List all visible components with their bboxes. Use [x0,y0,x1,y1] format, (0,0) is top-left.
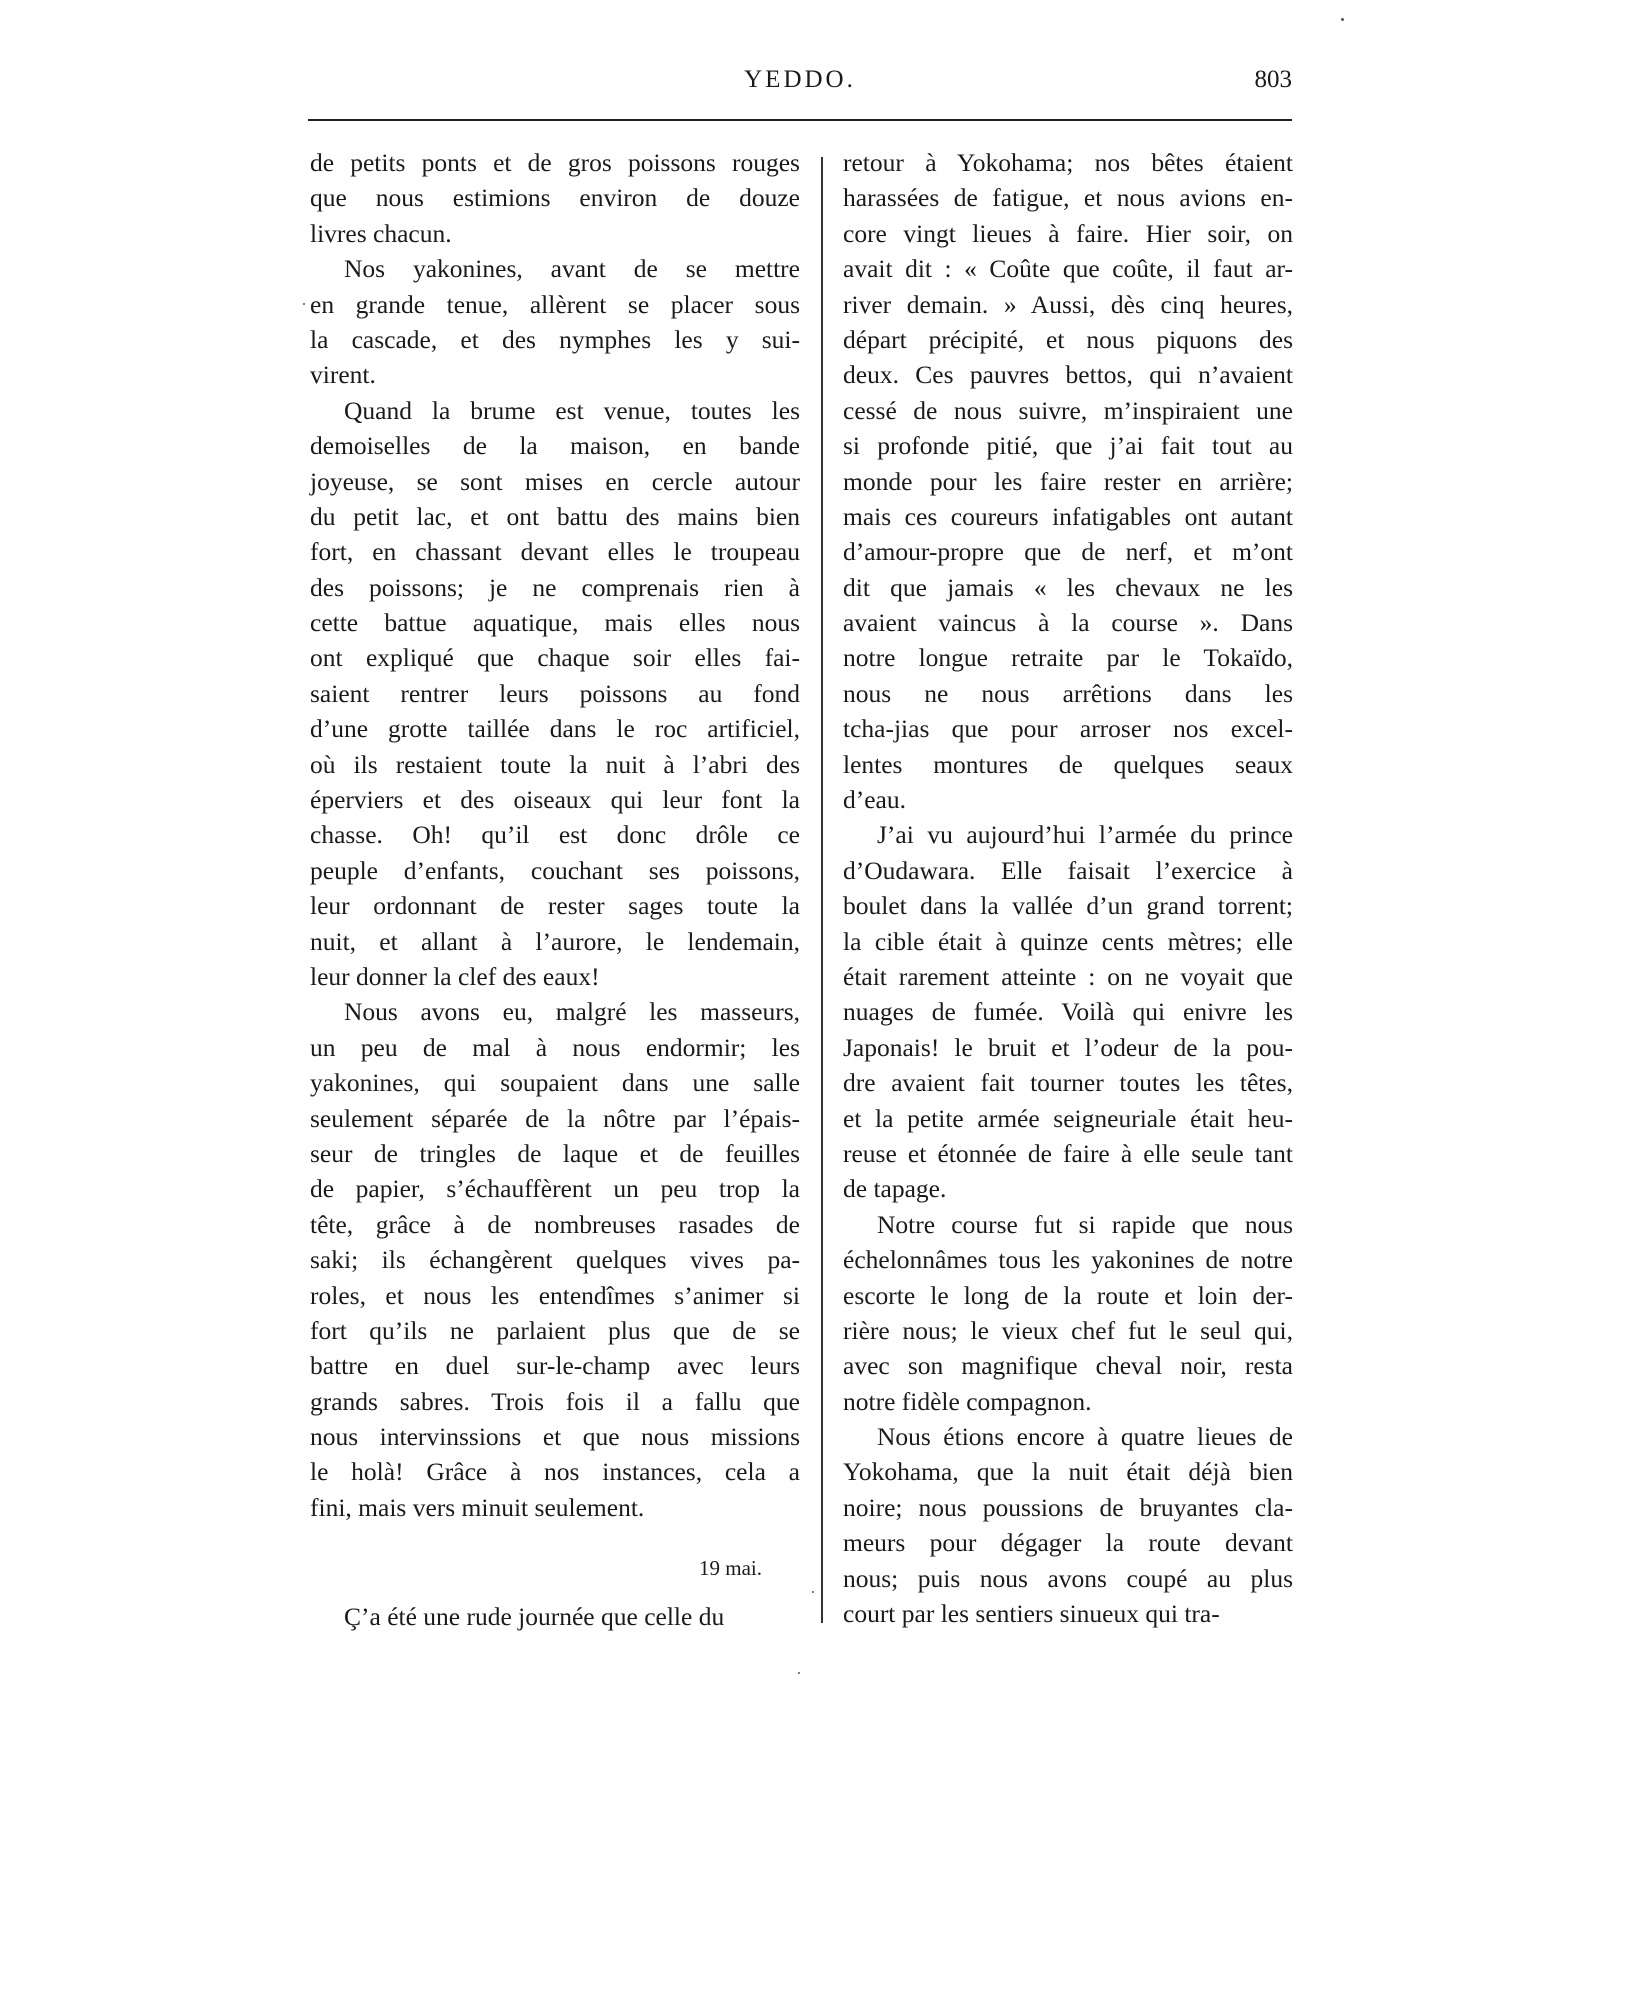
text-line: nuages de fumée. Voilà qui enivre les [843,997,1293,1027]
text-line: d’eau. [843,785,907,815]
text-line: un peu de mal à nous endormir; les [310,1032,800,1062]
paragraph [843,1207,1293,1419]
paragraph [843,817,1293,1206]
text-line: noire; nous poussions de bruyantes cla- [843,1492,1293,1522]
text-line: nous intervinssions et que nous missions [310,1422,800,1452]
text-line: Quand la brume est venue, toutes les [344,395,800,425]
text-line: Ç’a été une rude journée que celle du [344,1602,725,1632]
text-line: notre longue retraite par le Tokaïdo, [843,643,1293,673]
text-line: Notre course fut si rapide que nous [877,1209,1293,1239]
text-line: d’une grotte taillée dans le roc artificiel, [310,714,800,744]
text-line: tête, grâce à de nombreuses rasades de [310,1209,800,1239]
text-line: Japonais! le bruit et l’odeur de la pou- [843,1032,1293,1062]
scan-speck [798,1672,800,1674]
text-line: roles, et nous les entendîmes s’animer si [310,1280,800,1310]
text-line: avait dit : « Coûte que coûte, il faut ar- [843,254,1293,284]
text-line: leur donner la clef des eaux! [310,961,600,991]
text-line: saki; ils échangèrent quelques vives pa- [310,1245,800,1275]
text-line: que nous estimions environ de douze [310,183,800,213]
text-line: la cible était à quinze cents mètres; elle [843,926,1293,956]
text-line: saient rentrer leurs poissons au fond [310,678,800,708]
scan-speck [303,303,305,305]
text-line: nous ne nous arrêtions dans les [843,678,1293,708]
text-line: meurs pour dégager la route devant [843,1528,1293,1558]
text-line: cessé de nous suivre, m’inspiraient une [843,395,1293,425]
running-title: YEDDO. [744,66,856,93]
text-line: éperviers et des oiseaux qui leur font la [310,785,800,815]
column-divider [821,157,823,1623]
text-line: dit que jamais « les chevaux ne les [843,572,1293,602]
paragraph [843,1419,1293,1631]
text-line: Yokohama, que la nuit était déjà bien [843,1457,1293,1487]
text-line: où ils restaient toute la nuit à l’abri des [310,749,800,779]
text-line: boulet dans la vallée d’un grand torrent; [843,891,1293,921]
text-line: d’Oudawara. Elle faisait l’exercice à [843,855,1293,885]
text-line: court par les sentiers sinueux qui tra- [843,1599,1220,1629]
text-line: des poissons; je ne comprenais rien à [310,572,800,602]
paragraph [310,1599,800,1634]
paragraph [843,145,1293,817]
text-line: battre en duel sur-le-champ avec leurs [310,1351,800,1381]
text-line: demoiselles de la maison, en bande [310,431,800,461]
paragraph [310,393,800,995]
text-line: fini, mais vers minuit seulement. [310,1492,645,1522]
text-line: mais ces coureurs infatigables ont autant [843,501,1293,531]
text-line: du petit lac, et ont battu des mains bien [310,501,800,531]
text-line: Nous étions encore à quatre lieues de [877,1422,1293,1452]
text-line: de petits ponts et de gros poissons rouges [310,148,800,177]
text-line: et la petite armée seigneuriale était heu- [843,1103,1293,1133]
text-line: yakonines, qui soupaient dans une salle [310,1068,800,1098]
text-line: de tapage. [843,1174,947,1204]
text-line: ont expliqué que chaque soir elles fai- [310,643,800,673]
text-line: dre avaient fait tourner toutes les têtes, [843,1068,1293,1098]
right-column [843,145,1293,1631]
text-line: nuit, et allant à l’aurore, le lendemain, [310,926,800,956]
text-line: en grande tenue, allèrent se placer sous [310,289,800,319]
text-line: chasse. Oh! qu’il est donc drôle ce [310,820,800,850]
text-line: retour à Yokohama; nos bêtes étaient [843,148,1293,177]
text-line: le holà! Grâce à nos instances, cela a [310,1457,800,1487]
text-line: river demain. » Aussi, dès cinq heures, [843,289,1293,319]
page-number: 803 [1254,66,1292,93]
text-line: deux. Ces pauvres bettos, qui n’avaient [843,360,1293,390]
text-line: joyeuse, se sont mises en cercle autour [310,466,800,496]
text-line: la cascade, et des nymphes les y sui- [310,324,800,354]
scan-speck [1341,18,1344,21]
paragraph [310,251,800,393]
text-line: notre fidèle compagnon. [843,1386,1092,1416]
paragraph [310,145,800,251]
text-line: harassées de fatigue, et nous avions en- [843,183,1293,213]
text-line: fort, en chassant devant elles le troupeau [310,537,800,567]
text-line: Nos yakonines, avant de se mettre [344,254,800,284]
text-line: escorte le long de la route et loin der- [843,1280,1293,1310]
text-line: J’ai vu aujourd’hui l’armée du prince [877,820,1293,850]
text-line: échelonnâmes tous les yakonines de notre [843,1245,1293,1275]
text-line: était rarement atteinte : on ne voyait que [843,961,1293,991]
text-line: nous; puis nous avons coupé au plus [843,1563,1293,1593]
text-line: départ précipité, et nous piquons des [843,324,1293,354]
text-line: monde pour les faire rester en arrière; [843,466,1293,496]
text-line: Nous avons eu, malgré les masseurs, [344,997,800,1027]
text-line: virent. [310,360,376,390]
text-line: tcha-jias que pour arroser nos excel- [843,714,1293,744]
text-line: seulement séparée de la nôtre par l’épais- [310,1103,800,1133]
text-line: seur de tringles de laque et de feuilles [310,1138,800,1168]
text-line: leur ordonnant de rester sages toute la [310,891,800,921]
text-line: fort qu’ils ne parlaient plus que de se [310,1315,800,1345]
scan-speck [812,1591,814,1593]
text-line: lentes montures de quelques seaux [843,749,1293,779]
text-line: reuse et étonnée de faire à elle seule tant [843,1138,1293,1168]
text-line: rière nous; le vieux chef fut le seul qui, [843,1315,1293,1345]
text-line: avaient vaincus à la course ». Dans [843,608,1293,638]
text-line: core vingt lieues à faire. Hier soir, on [843,218,1293,248]
text-line: peuple d’enfants, couchant ses poissons, [310,855,800,885]
text-line: avec son magnifique cheval noir, resta [843,1351,1293,1381]
page-header [308,62,1292,102]
dateline: 19 mai. [699,1556,762,1581]
paragraph [310,994,800,1525]
text-line: grands sabres. Trois fois il a fallu que [310,1386,800,1416]
text-line: cette battue aquatique, mais elles nous [310,608,800,638]
header-rule [308,119,1292,121]
left-column [310,145,800,1635]
text-line: de papier, s’échauffèrent un peu trop la [310,1174,800,1204]
text-line: d’amour-propre que de nerf, et m’ont [843,537,1293,567]
text-line: livres chacun. [310,218,452,248]
text-line: si profonde pitié, que j’ai fait tout au [843,431,1293,461]
